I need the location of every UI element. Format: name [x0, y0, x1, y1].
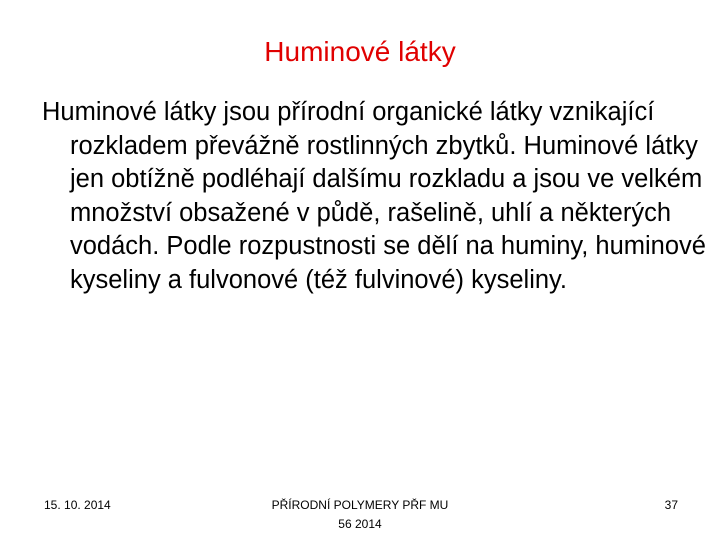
footer-date: 15. 10. 2014 [44, 498, 111, 512]
body-paragraph [42, 96, 710, 297]
footer-center-line1: PŘÍRODNÍ POLYMERY PŘF MU [271, 498, 449, 512]
footer-center [230, 496, 490, 534]
footer-page-number: 37 [664, 498, 678, 512]
slide-title: Huminové látky [264, 36, 456, 67]
body-text: jsou přírodní organické látky vznikající rozkladem převážně rostlinných zbytků. Huminové látky jen obtížně podléhají dalšímu rozkladu a jsou ve velkém množství obsažené v půdě, rašelině, uhlí a některých vodách. Podle rozpustnosti se dělí na huminy, huminové kyseliny a fulvonové (též fulvinové) kyseliny. [70, 98, 706, 294]
body-lead-term: Huminové látky [42, 98, 217, 126]
footer-center-line2: 56 2014 [338, 517, 382, 531]
